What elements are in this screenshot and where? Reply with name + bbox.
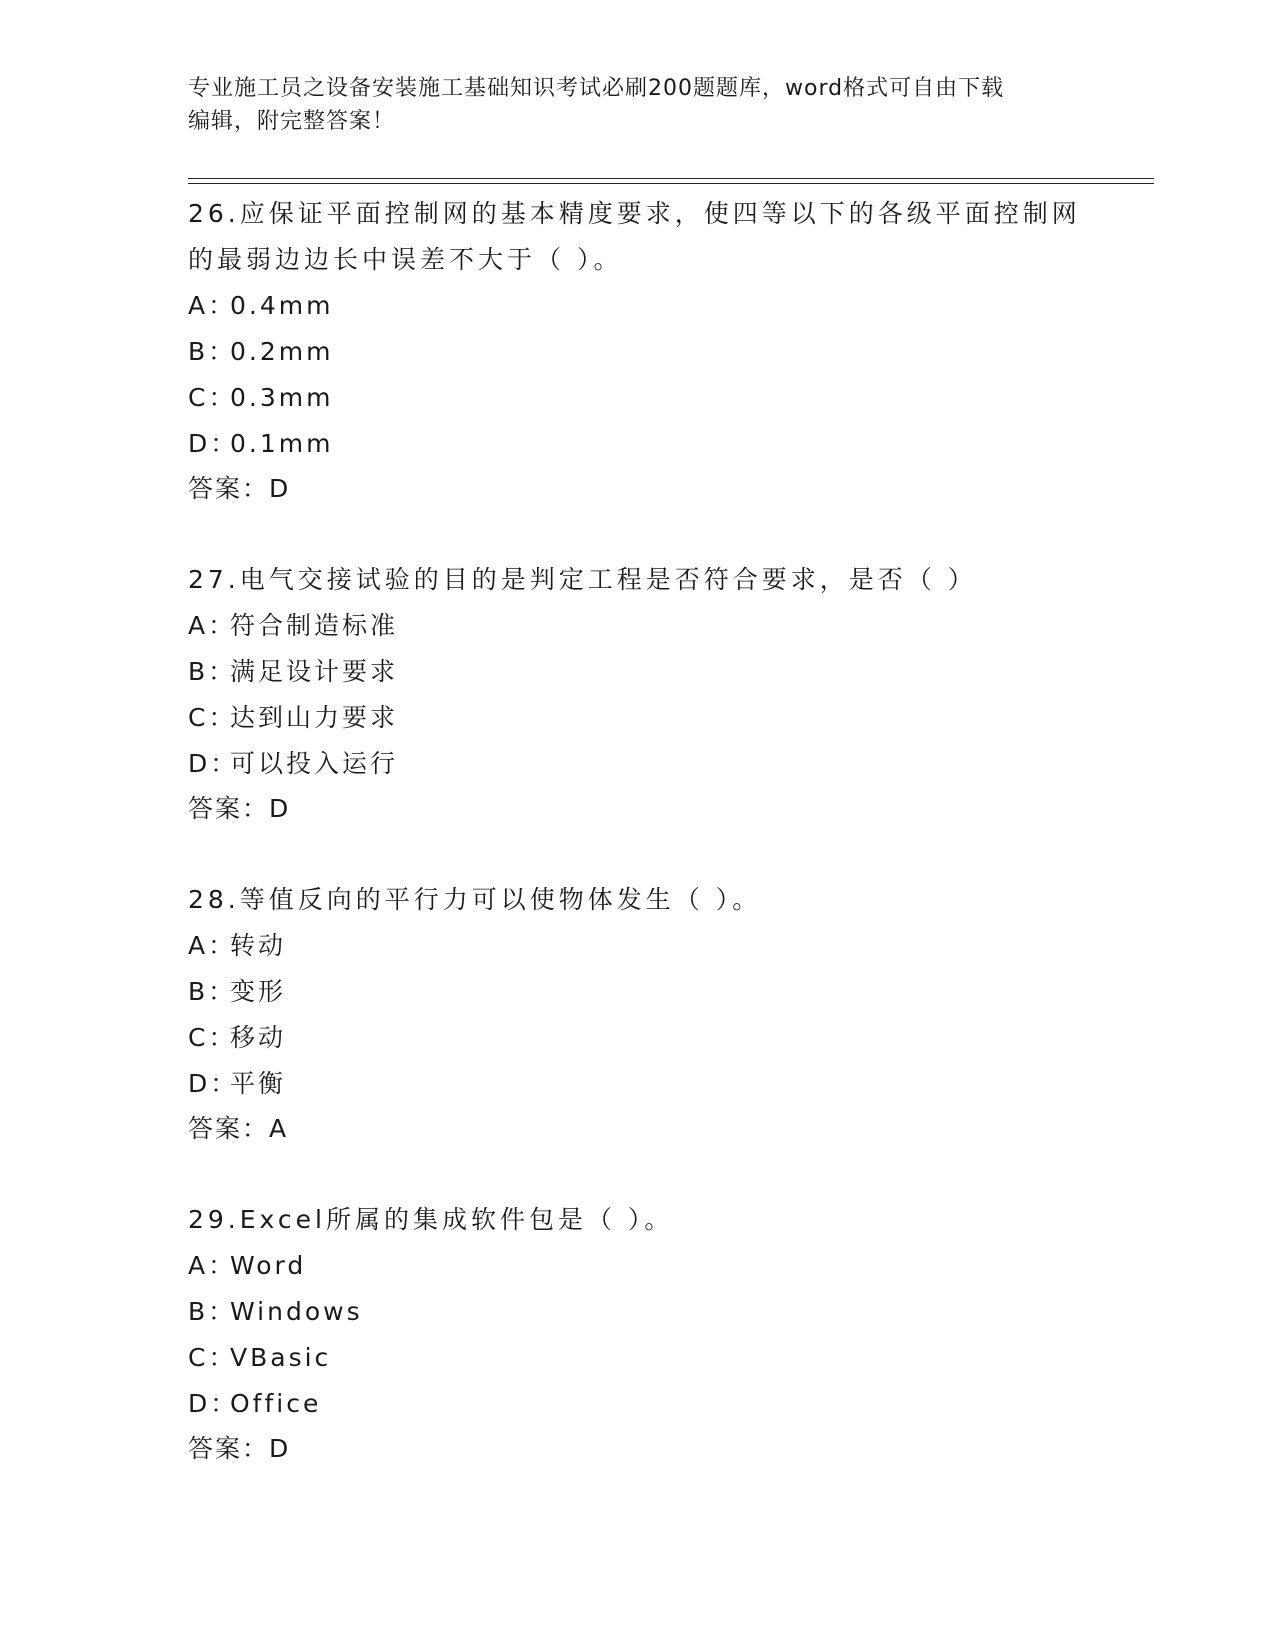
option-c	[188, 695, 1088, 741]
option-c	[188, 375, 1088, 421]
option-text: 0.4mm	[230, 291, 334, 320]
option-b	[188, 329, 1088, 375]
header-line-1: 专业施工员之设备安装施工基础知识考试必刷200题题库，word格式可自由下载	[188, 76, 1005, 101]
answer-line: 答案：D	[188, 1434, 291, 1463]
option-text: Office	[230, 1389, 322, 1418]
answer-line: 答案：D	[188, 794, 291, 823]
option-a	[188, 1243, 1088, 1289]
option-c	[188, 1335, 1088, 1381]
option-key: B：	[188, 1297, 237, 1326]
option-key: B：	[188, 337, 237, 366]
question-list	[188, 191, 1088, 1517]
option-list	[188, 603, 1088, 787]
option-key: A：	[188, 291, 237, 320]
option-text: 移动	[230, 1023, 287, 1052]
option-text: 0.2mm	[230, 337, 334, 366]
option-text: 符合制造标准	[230, 611, 399, 640]
answer-line: 答案：D	[188, 474, 291, 503]
header-divider-bottom	[188, 183, 1154, 184]
option-key: A：	[188, 931, 237, 960]
option-text: 平衡	[230, 1069, 287, 1098]
question-28	[188, 877, 1088, 1151]
option-text: 变形	[230, 977, 287, 1006]
option-text: Word	[230, 1251, 307, 1280]
option-key: D：	[188, 1389, 239, 1418]
question-stem-line-1: 26.应保证平面控制网的基本精度要求，使四等以下的各级平面控制网	[188, 199, 1081, 228]
answer-line: 答案：A	[188, 1114, 289, 1143]
option-d	[188, 421, 1088, 467]
option-text: 达到山力要求	[230, 703, 399, 732]
option-text: 0.1mm	[230, 429, 334, 458]
question-stem-line-1: 29.Excel所属的集成软件包是（ ）。	[188, 1205, 674, 1234]
question-stem	[188, 191, 1088, 283]
option-list	[188, 923, 1088, 1107]
question-29	[188, 1197, 1088, 1471]
option-key: A：	[188, 1251, 237, 1280]
option-key: C：	[188, 1023, 237, 1052]
option-key: B：	[188, 977, 237, 1006]
option-b	[188, 1289, 1088, 1335]
header-divider-top	[188, 178, 1154, 179]
option-d	[188, 1061, 1088, 1107]
option-text: 转动	[230, 931, 287, 960]
option-text: 可以投入运行	[230, 749, 399, 778]
option-key: D：	[188, 1069, 239, 1098]
option-key: C：	[188, 1343, 237, 1372]
option-text: 0.3mm	[230, 383, 334, 412]
question-26	[188, 191, 1088, 511]
option-key: C：	[188, 383, 237, 412]
header-line-2: 编辑，附完整答案！	[188, 109, 396, 134]
option-d	[188, 741, 1088, 787]
option-a	[188, 923, 1088, 969]
option-key: D：	[188, 429, 239, 458]
option-c	[188, 1015, 1088, 1061]
option-key: D：	[188, 749, 239, 778]
question-stem-line-1: 28.等值反向的平行力可以使物体发生（ ）。	[188, 885, 762, 914]
option-a	[188, 603, 1088, 649]
option-a	[188, 283, 1088, 329]
option-list	[188, 1243, 1088, 1427]
option-text: 满足设计要求	[230, 657, 399, 686]
question-stem	[188, 557, 1088, 603]
question-27	[188, 557, 1088, 831]
question-stem-line-2: 的最弱边边长中误差不大于（ ）。	[188, 245, 623, 274]
question-stem	[188, 1197, 1088, 1243]
option-text: VBasic	[230, 1343, 332, 1372]
option-b	[188, 649, 1088, 695]
document-header	[188, 72, 1088, 138]
option-b	[188, 969, 1088, 1015]
option-text: Windows	[230, 1297, 363, 1326]
option-key: B：	[188, 657, 237, 686]
question-stem	[188, 877, 1088, 923]
option-d	[188, 1381, 1088, 1427]
option-key: A：	[188, 611, 237, 640]
option-key: C：	[188, 703, 237, 732]
option-list	[188, 283, 1088, 467]
question-stem-line-1: 27.电气交接试验的目的是判定工程是否符合要求，是否（ ）	[188, 565, 977, 594]
